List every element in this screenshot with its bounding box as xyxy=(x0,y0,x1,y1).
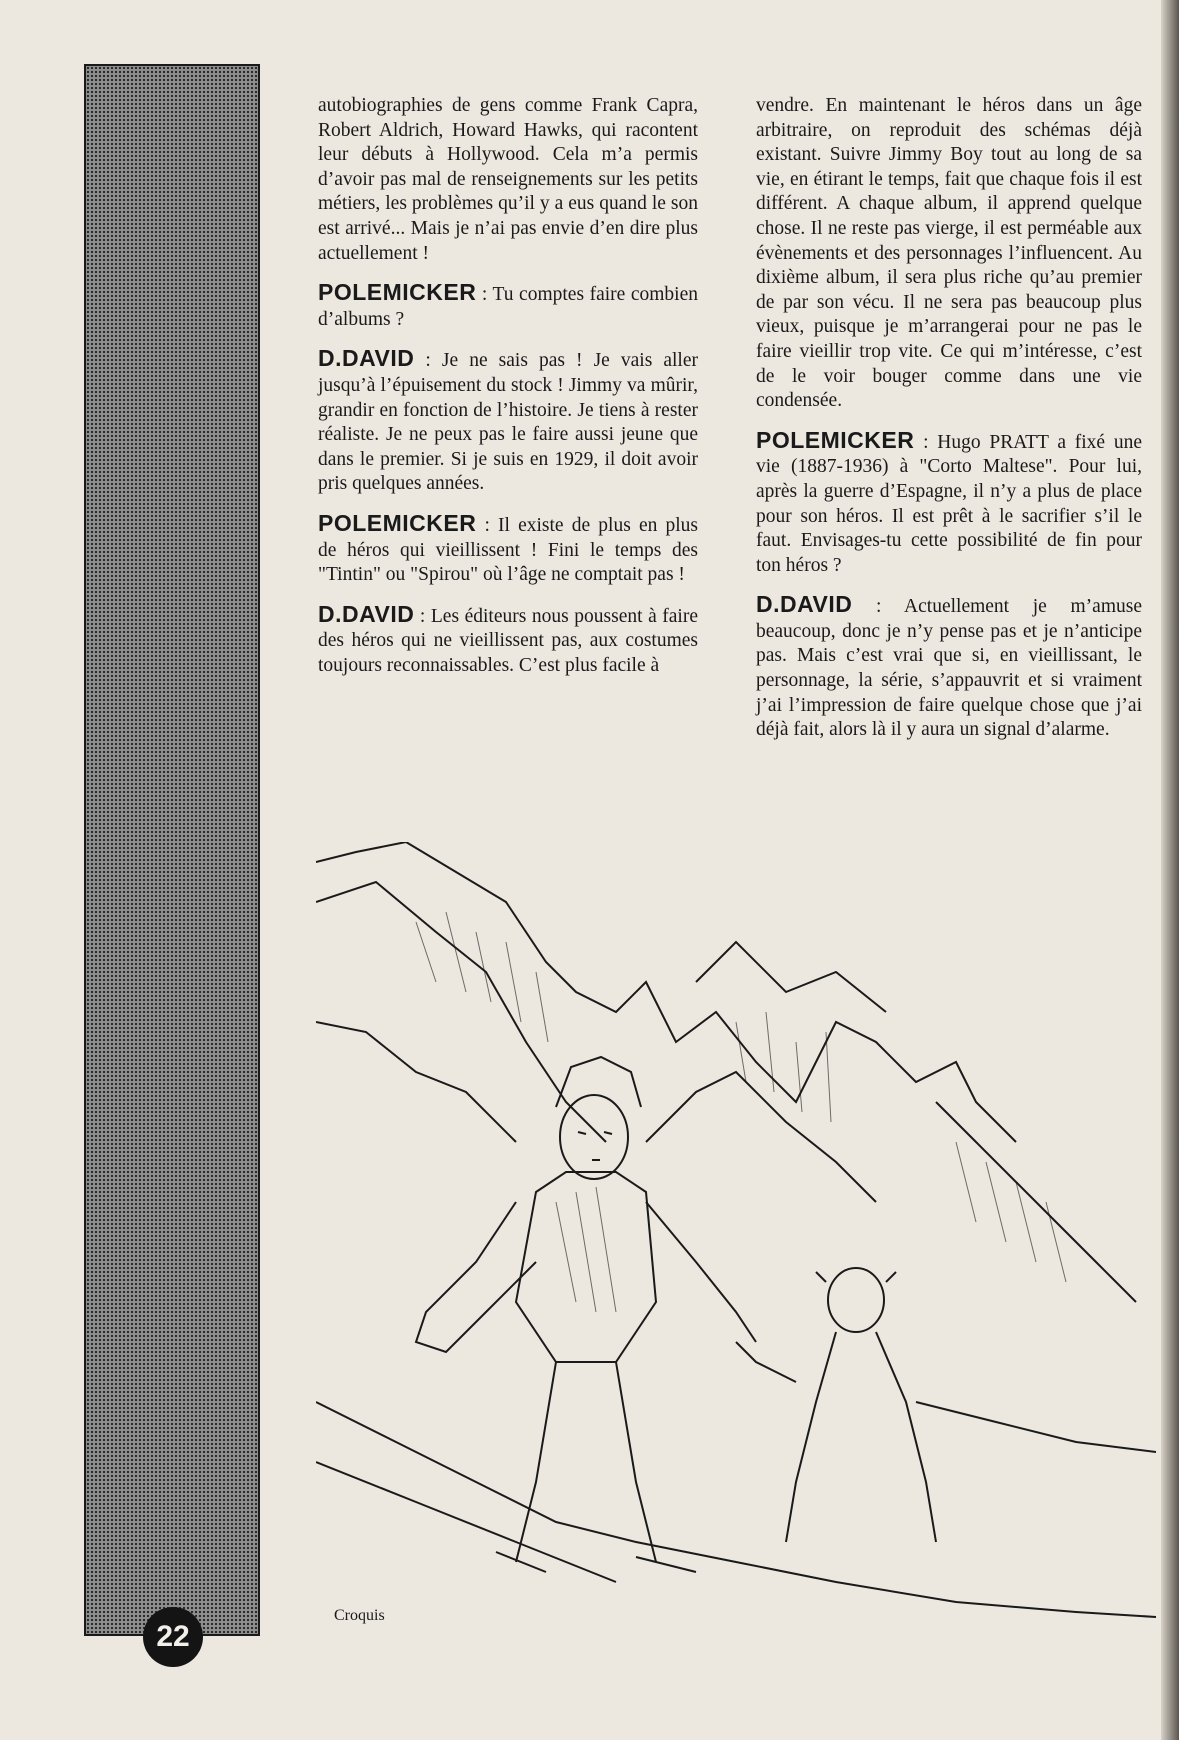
paragraph xyxy=(318,346,698,497)
paragraph-text: : Hugo PRATT a fixé une vie (1887-1936) à "Corto Maltese". Pour lui, après la guerre d’Espagne, il n’y a plus de place pour son héros. Il est prêt à le sacrifier s’il le faut. Envisages-tu cette possibilité de fin pour ton héros ? xyxy=(756,431,1142,576)
text-column-right xyxy=(756,94,1142,757)
page-edge xyxy=(1161,0,1179,1740)
paragraph xyxy=(756,94,1142,414)
paragraph xyxy=(318,280,698,332)
paragraph-text: autobiographies de gens comme Frank Capra, Robert Aldrich, Howard Hawks, qui racontent leur débuts à Hollywood. Cela m’a permis d’avoir pas mal de renseignements sur les petits métiers, les problèmes qu’il y a eus quand le son est arrivé... Mais je n’ai pas envie d’en dire plus actuellement ! xyxy=(318,95,698,264)
paragraph xyxy=(318,94,698,266)
text-column-left xyxy=(318,94,698,692)
paragraph-text: vendre. En maintenant le héros dans un âge arbitraire, on reproduit des schémas déjà existant. Suivre Jimmy Boy tout au long de sa vie, en étirant le temps, fait que chaque fois il est différent. A chaque album, il apprend quelque chose. Il ne reste pas vierge, il est perméable aux évènements et des personnages l’influencent. Au dixième album, il sera plus riche qu’au premier de par son vécu. Il ne sera pas beaucoup plus vieux, puisque je m’arrangerai pour ne pas le faire vieillir trop vite. Ce qui m’intéresse, c’est de le voir bouger comme dans une vie condensée. xyxy=(756,95,1142,412)
illustration-caption: Croquis xyxy=(334,1607,385,1624)
paragraph-text: : Je ne sais pas ! Je vais aller jusqu’à l’épuisement du stock ! Jimmy va mûrir, grandir en fonction de l’histoire. Je tiens à rester réaliste. Je ne peux pas le faire aussi jeune que dans le premier. Si je suis en 1929, il doit avoir pris quelques années. xyxy=(318,350,698,495)
speaker-name: POLEMICKER xyxy=(756,426,915,453)
halftone-margin-band xyxy=(84,64,260,1636)
paragraph-text: : Il existe de plus en plus de héros qui vieillissent ! Fini le temps des "Tintin" ou "Spirou" où l’âge ne comptait pas ! xyxy=(318,514,698,586)
sketch-illustration xyxy=(316,842,1156,1622)
paragraph-text: : Les éditeurs nous poussent à faire des héros qui ne vieillissent pas, aux costumes toujours reconnaissables. C’est plus facile à xyxy=(318,605,698,676)
speaker-name: D.DAVID xyxy=(318,345,415,372)
paragraph xyxy=(756,428,1142,579)
paragraph xyxy=(318,602,698,679)
speaker-name: POLEMICKER xyxy=(318,279,477,306)
speaker-name: POLEMICKER xyxy=(318,509,477,536)
paragraph-text: : Actuellement je m’amuse beaucoup, donc je n’y pense pas et je n’anticipe pas. Mais c’est vrai que si, en vieillissant, le personnage, la série, s’appauvrit et si vraiment j’ai l’impression de faire quelque chose que j’ai déjà fait, alors là il y aura un signal d’alarme. xyxy=(756,596,1142,741)
paragraph xyxy=(318,511,698,588)
paragraph xyxy=(756,592,1142,743)
page-number: 22 xyxy=(143,1607,203,1667)
speaker-name: D.DAVID xyxy=(756,591,853,618)
paragraph-text: : Tu comptes faire combien d’albums ? xyxy=(318,284,698,330)
speaker-name: D.DAVID xyxy=(318,600,415,627)
